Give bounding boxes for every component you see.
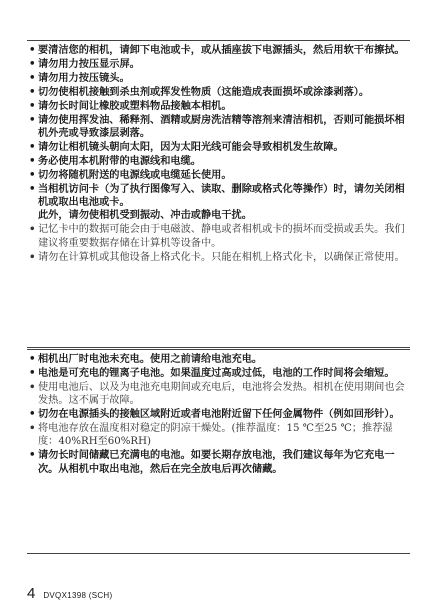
precaution-item: [27, 155, 410, 168]
precaution-text: 切勿将随机附送的电源线或电缆延长使用。: [38, 169, 232, 181]
precaution-item: [27, 353, 410, 366]
battery-precautions-list: [27, 350, 410, 476]
precaution-item: [27, 449, 410, 476]
precaution-item: [27, 183, 410, 223]
precaution-item: [27, 100, 410, 113]
page-footer: [27, 585, 112, 602]
precaution-text: 当相机访问卡（为了执行图像写入、读取、删除或格式化等操作）时，请勿关闭相机或取出电池或卡。: [38, 183, 405, 208]
precaution-item: [27, 114, 410, 141]
precaution-item: [27, 169, 410, 182]
precaution-subtext: 此外，请勿使相机受到振动、冲击或静电干扰。: [38, 210, 252, 222]
precaution-text: 要清洁您的相机，请卸下电池或卡，或从插座拔下电源插头，然后用软干布擦拭。: [38, 45, 405, 56]
precaution-text: 电池是可充电的锂离子电池。如果温度过高或过低，电池的工作时间将会缩短。: [38, 367, 395, 379]
precaution-text: 将电池存放在温度相对稳定的阴凉干燥处。(推荐温度：15 ℃至25 ℃；推荐湿度：40%RH至60%RH): [38, 423, 393, 448]
precaution-text: 请勿使用挥发油、稀释剂、酒精或厨房洗洁精等溶剂来清洁相机，否则可能损坏相机外壳或导致漆层剥落。: [38, 114, 405, 139]
precaution-text: 请勿长时间让橡胶或塑料物品接触本相机。: [38, 100, 232, 112]
camera-precautions-list: [27, 41, 410, 264]
precaution-text: 切勿在电源插头的接触区域附近或者电池附近留下任何金属物件（例如回形针）。: [38, 409, 400, 421]
page-number: 4: [27, 585, 36, 602]
precaution-item: [27, 58, 410, 71]
precaution-text: 请勿在计算机或其他设备上格式化卡。只能在相机上格式化卡，以确保正常使用。: [38, 251, 405, 263]
precaution-item: [27, 381, 410, 408]
precaution-item: [27, 141, 410, 154]
precaution-text: 请勿用力按压显示屏。: [38, 58, 140, 70]
precaution-text: 请勿让相机镜头朝向太阳，因为太阳光线可能会导致相机发生故障。: [38, 141, 344, 153]
precaution-item: [27, 86, 410, 99]
precaution-text: 请勿用力按压镜头。: [38, 72, 130, 84]
precautions-box-camera: [27, 40, 410, 348]
precaution-text: 切勿使相机接触到杀虫剂或挥发性物质（这能造成表面损坏或涂漆剥落）。: [38, 86, 370, 98]
precaution-text: 使用电池后、以及为电池充电期间或充电后，电池将会发热。相机在使用期间也会发热。这不属于故障。: [38, 381, 405, 407]
precaution-text: 记忆卡中的数据可能会由于电磁波、静电或者相机或卡的损坏而受损或丢失。我们建议将重要数据存储在计算机等设备中。: [38, 224, 405, 249]
precaution-item: [27, 44, 410, 57]
precaution-item: [27, 251, 410, 264]
precaution-item: [27, 367, 410, 380]
document-code: DVQX1398 (SCH): [43, 591, 113, 600]
precautions-box-battery: [27, 349, 410, 554]
precaution-text: 相机出厂时电池未充电。使用之前请给电池充电。: [38, 354, 263, 365]
precaution-item: [27, 223, 410, 250]
precaution-item: [27, 72, 410, 85]
precaution-text: 请勿长时间储藏已充满电的电池。如要长期存放电池，我们建议每年为它充电一次。从相机中取出电池，然后在完全放电后再次储藏。: [38, 450, 395, 475]
precaution-item: [27, 422, 410, 449]
precaution-item: [27, 408, 410, 421]
precaution-text: 务必使用本机附带的电源线和电缆。: [38, 155, 201, 167]
